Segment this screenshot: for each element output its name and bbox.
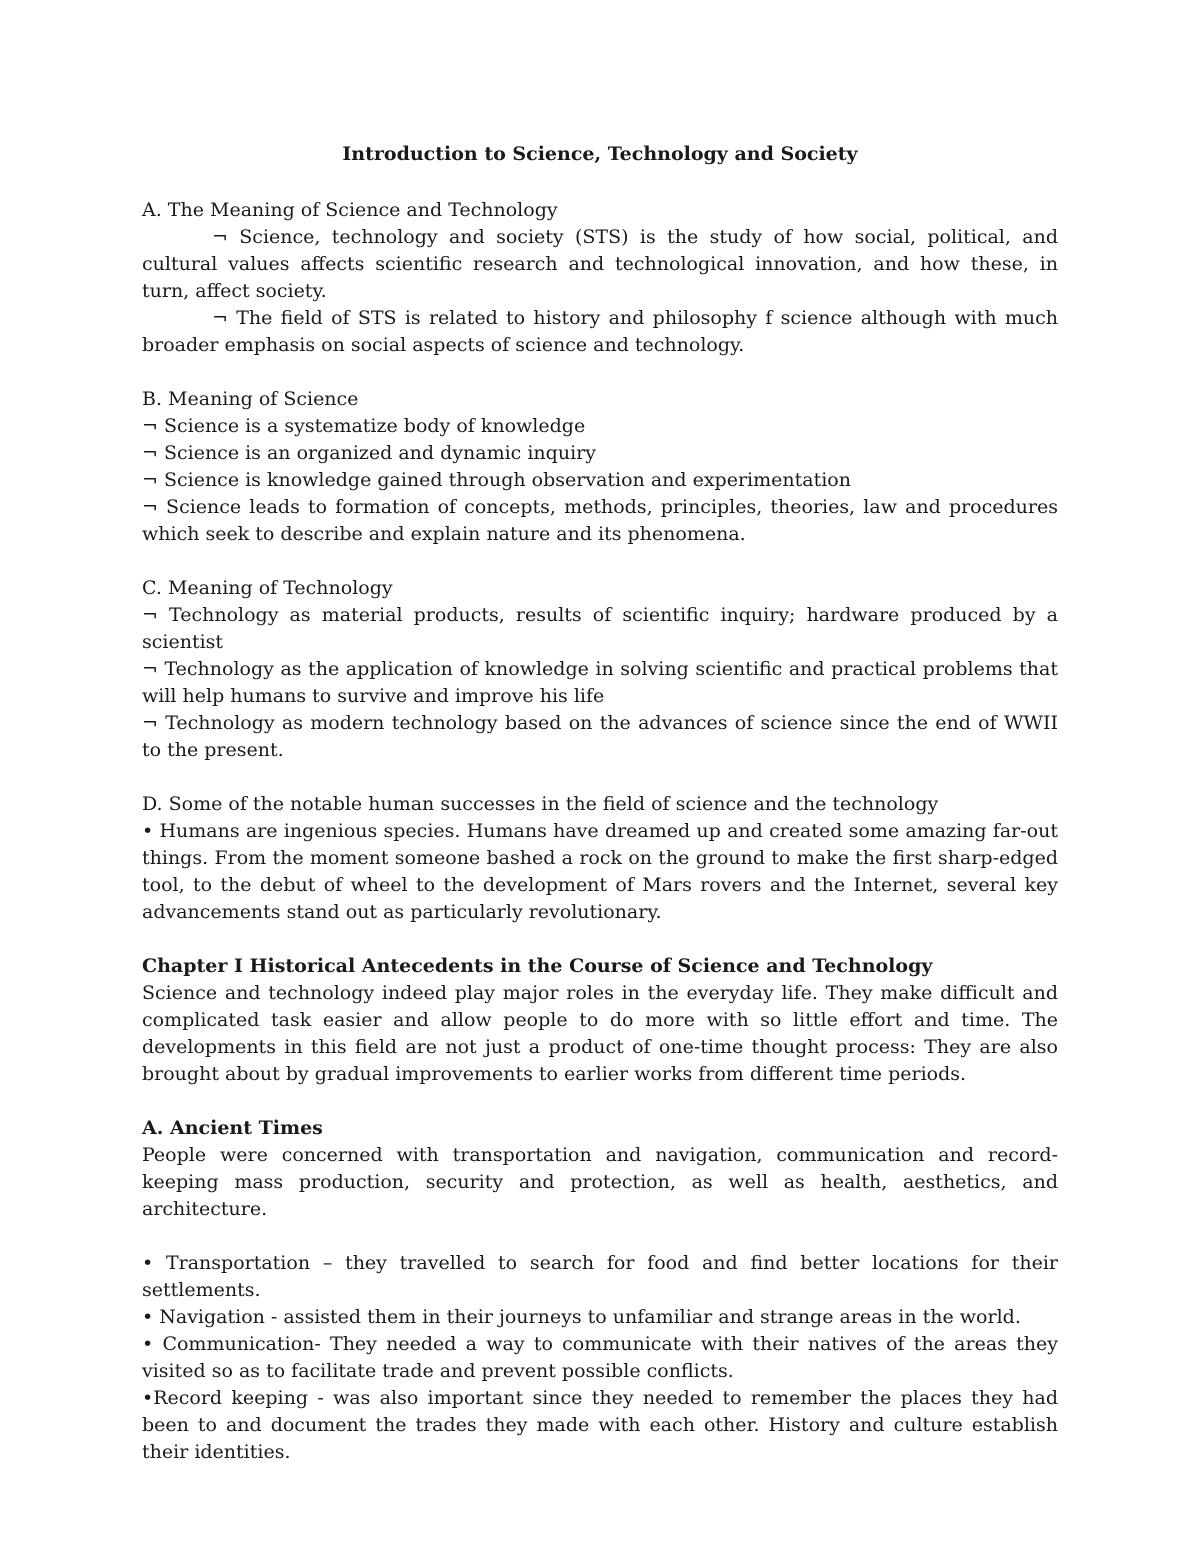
section-b-item: ¬ Science is an organized and dynamic inquiry: [142, 442, 596, 464]
chapter-1-heading: Chapter I Historical Antecedents in the Course of Science and Technology: [142, 955, 933, 977]
document-title: Introduction to Science, Technology and Society: [342, 143, 858, 165]
ancient-times-heading: A. Ancient Times: [142, 1117, 323, 1139]
ancient-times-item: • Navigation - assisted them in their journeys to unfamiliar and strange areas in the world.: [142, 1306, 1021, 1328]
section-c-heading: C. Meaning of Technology: [142, 577, 393, 599]
document-page: [142, 141, 1058, 1466]
spacer: [142, 548, 1058, 575]
ancient-times-paragraph: People were concerned with transportation and navigation, communication and record-keeping mass production, security and protection, as well as health, aesthetics, and architecture.: [142, 1144, 1058, 1220]
ancient-times-item: • Transportation – they travelled to search for food and find better locations for their settlements.: [142, 1252, 1058, 1301]
section-d-heading: D. Some of the notable human successes in the field of science and the technology: [142, 793, 939, 815]
section-b-item: ¬ Science is a systematize body of knowledge: [142, 415, 586, 437]
section-c-item: ¬ Technology as modern technology based on the advances of science since the end of WWII to the present.: [142, 712, 1058, 761]
ancient-times-item: • Communication- They needed a way to communicate with their natives of the areas they visited so as to facilitate trade and prevent possible conflicts.: [142, 1333, 1058, 1382]
section-a-heading: A. The Meaning of Science and Technology: [142, 199, 558, 221]
section-c-item: ¬ Technology as the application of knowledge in solving scientific and practical problems that will help humans to survive and improve his life: [142, 658, 1058, 707]
spacer: [142, 926, 1058, 953]
ancient-times-item: •Record keeping - was also important since they needed to remember the places they had been to and document the trades they made with each other. History and culture establish their identities.: [142, 1387, 1058, 1463]
section-c-item: ¬ Technology as material products, results of scientific inquiry; hardware produced by a scientist: [142, 604, 1058, 653]
section-a-paragraph: ¬ Science, technology and society (STS) is the study of how social, political, and cultural values affects scientific research and technological innovation, and how these, in turn, affect society.: [142, 226, 1058, 302]
spacer: [142, 1088, 1058, 1115]
section-b-item: ¬ Science is knowledge gained through observation and experimentation: [142, 469, 851, 491]
section-b-heading: B. Meaning of Science: [142, 388, 359, 410]
chapter-1-paragraph: Science and technology indeed play major roles in the everyday life. They make difficult and complicated task easier and allow people to do more with so little effort and time. The developments in this field are not just a product of one-time thought process: They are also brought about by gradual improvements to earlier works from different time periods.: [142, 982, 1058, 1085]
spacer: [142, 764, 1058, 791]
spacer: [142, 359, 1058, 386]
section-d-item: • Humans are ingenious species. Humans have dreamed up and created some amazing far-out things. From the moment someone bashed a rock on the ground to make the first sharp-edged tool, to the debut of wheel to the development of Mars rovers and the Internet, several key advancements stand out as particularly revolutionary.: [142, 820, 1058, 923]
section-b-item: ¬ Science leads to formation of concepts, methods, principles, theories, law and procedures which seek to describe and explain nature and its phenomena.: [142, 496, 1058, 545]
spacer: [142, 1223, 1058, 1250]
section-a-paragraph: ¬ The field of STS is related to history and philosophy f science although with much broader emphasis on social aspects of science and technology.: [142, 307, 1058, 356]
